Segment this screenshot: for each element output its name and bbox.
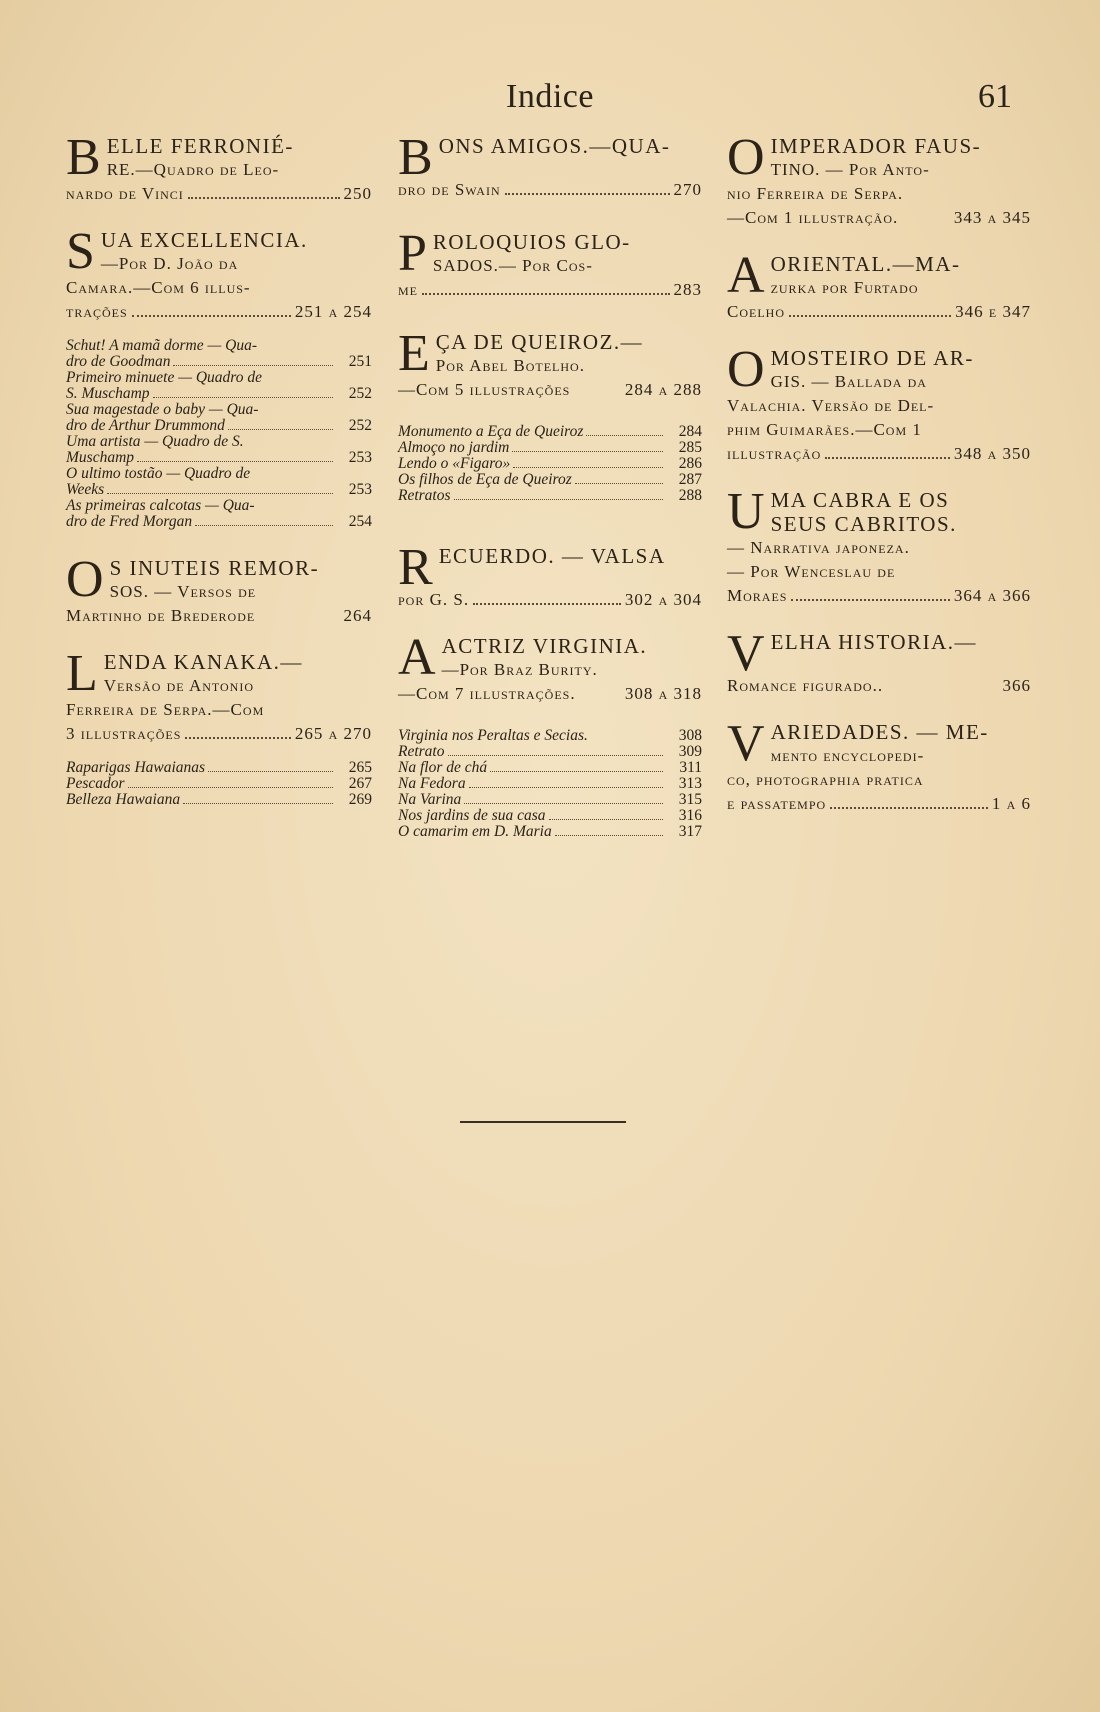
entry-leader-row	[66, 604, 372, 628]
dot-leader	[128, 787, 333, 788]
index-entry	[398, 629, 702, 706]
illustration-title: Monumento a Eça de Queiroz	[398, 423, 584, 440]
page-ref: 346 e 347	[955, 302, 1031, 321]
page-ref: 313	[678, 775, 702, 792]
index-entry	[398, 539, 702, 612]
drop-cap: B	[398, 129, 433, 186]
drop-cap: S	[66, 223, 95, 280]
dot-leader	[448, 755, 664, 756]
illustration-title: Os filhos de Eça de Queiroz	[398, 471, 572, 488]
index-entry	[727, 129, 1031, 230]
dot-leader	[422, 293, 670, 295]
page-ref: 284 a 288	[624, 380, 702, 399]
drop-cap: L	[66, 645, 98, 702]
page-ref: 308 a 318	[624, 684, 702, 703]
illustration-title: Nos jardins de sua casa	[398, 807, 546, 824]
entry-leader-row	[398, 682, 702, 706]
illustration-item	[398, 744, 702, 760]
page-ref: 253	[348, 481, 372, 498]
page-ref: 267	[348, 775, 372, 792]
entry-line: zurka por Furtado	[770, 278, 919, 297]
entry-line: por G. S.	[398, 590, 470, 609]
illustration-title: Raparigas Hawaianas	[66, 759, 206, 776]
dot-leader	[173, 365, 333, 366]
illustration-title: dro de Fred Morgan	[66, 513, 193, 530]
illustration-item	[398, 824, 702, 840]
dot-leader	[469, 787, 663, 788]
illustration-item	[398, 776, 702, 792]
dot-leader	[512, 451, 663, 452]
drop-cap: A	[398, 629, 436, 686]
dot-leader	[153, 397, 333, 398]
entry-title: SEUS CABRITOS.	[770, 512, 957, 536]
illustration-item	[66, 792, 372, 808]
dot-leader	[830, 807, 988, 809]
entry-title: ROLOQUIOS GLO-	[432, 230, 631, 254]
entry-line: dro de Swain	[398, 180, 501, 199]
entry-line: — Narrativa japoneza.	[727, 538, 910, 557]
entry-line: —Por D. João da	[100, 254, 239, 273]
entry-line: nardo de Vinci	[66, 184, 184, 203]
page-ref: 343 a 345	[953, 208, 1031, 227]
entry-title: IMPERADOR FAUS-	[770, 134, 982, 158]
page-ref: 309	[678, 743, 702, 760]
page-ref: 269	[348, 791, 372, 808]
dot-leader	[490, 771, 663, 772]
illustration-item	[66, 418, 372, 434]
page-number: 61	[978, 78, 1012, 115]
illustration-line: O ultimo tostão — Quadro de	[66, 465, 251, 482]
dot-leader	[791, 599, 949, 601]
page-ref: 270	[673, 180, 702, 199]
entry-leader-row	[66, 182, 372, 206]
illustration-item	[398, 472, 702, 488]
page-ref: 286	[678, 455, 702, 472]
dot-leader	[586, 435, 663, 436]
page-ref: 251	[348, 353, 372, 370]
entry-line: Moraes	[727, 586, 788, 605]
dot-leader	[228, 429, 333, 430]
illustration-title: dro de Goodman	[66, 353, 171, 370]
page-title: Indice	[506, 78, 594, 115]
dot-leader	[195, 525, 333, 526]
illustration-item	[398, 440, 702, 456]
illustration-item	[398, 488, 702, 504]
index-entry	[398, 325, 702, 402]
entry-title: MA CABRA E OS	[770, 488, 950, 512]
entry-title: ELHA HISTORIA.—	[770, 630, 978, 654]
dot-leader	[132, 315, 291, 317]
illustration-title: Na Varina	[398, 791, 462, 808]
illustration-item	[66, 514, 372, 530]
page-ref: 250	[343, 184, 372, 203]
page-ref: 265 a 270	[294, 724, 372, 743]
entry-leader-row	[398, 278, 702, 302]
illustration-list	[66, 338, 372, 530]
page-ref: 284	[678, 423, 702, 440]
page-ref: 251 a 254	[294, 302, 372, 321]
closing-rule	[460, 1121, 626, 1123]
illustration-title: S. Muschamp	[66, 385, 150, 402]
entry-title: ENDA KANAKA.—	[103, 650, 303, 674]
entry-leader-row	[398, 178, 702, 202]
entry-line: SOS. — Versos de	[109, 582, 257, 601]
page-ref: 348 a 350	[953, 444, 1031, 463]
entry-leader-row	[398, 378, 702, 402]
entry-title: ACTRIZ VIRGINIA.	[441, 634, 648, 658]
illustration-title: Retrato	[398, 743, 445, 760]
page-ref: 285	[678, 439, 702, 456]
entry-line: —Com 1 illustração.	[727, 208, 899, 227]
page-ref: 311	[679, 759, 702, 776]
illustration-item	[66, 450, 372, 466]
entry-line: —Com 7 illustrações.	[398, 684, 576, 703]
illustration-list	[398, 424, 702, 504]
entry-line: —Com 5 illustrações	[398, 380, 571, 399]
drop-cap: O	[727, 341, 765, 398]
illustration-list	[398, 728, 702, 840]
illustration-item	[66, 776, 372, 792]
illustration-item	[66, 760, 372, 776]
drop-cap: O	[66, 551, 104, 608]
page-ref: 252	[348, 385, 372, 402]
entry-line: nio Ferreira de Serpa.	[727, 184, 904, 203]
entry-line: 3 illustrações	[66, 724, 182, 743]
drop-cap: B	[66, 129, 101, 186]
index-entry	[398, 129, 702, 202]
index-entry	[66, 645, 372, 746]
page-ref: 308	[678, 727, 702, 744]
entry-line: e passatempo	[727, 794, 827, 813]
entry-leader-row	[727, 674, 1031, 698]
entry-title: MOSTEIRO DE AR-	[770, 346, 974, 370]
entry-title: ARIEDADES. — ME-	[770, 720, 989, 744]
illustration-title: Lendo o «Figaro»	[398, 455, 511, 472]
dot-leader	[185, 737, 290, 739]
entry-leader-row	[398, 588, 702, 612]
dot-leader	[473, 603, 621, 605]
illustration-title: Weeks	[66, 481, 105, 498]
entry-leader-row	[727, 442, 1031, 466]
page-ref: 316	[678, 807, 702, 824]
index-entry	[727, 247, 1031, 324]
illustration-item	[66, 482, 372, 498]
entry-title: ECUERDO. — VALSA	[438, 544, 666, 568]
page-ref: 252	[348, 417, 372, 434]
page-ref: 254	[348, 513, 372, 530]
page-ref: 1 a 6	[991, 794, 1031, 813]
entry-line: RE.—Quadro de Leo-	[106, 160, 280, 179]
illustration-item	[66, 354, 372, 370]
entry-line: Ferreira de Serpa.—Com	[66, 700, 265, 719]
entry-line: illustração	[727, 444, 822, 463]
index-entry	[727, 483, 1031, 608]
entry-line: — Por Wenceslau de	[727, 562, 896, 581]
page-ref: 264	[343, 606, 372, 625]
entry-leader-row	[727, 792, 1031, 816]
illustration-item	[398, 456, 702, 472]
illustration-line: Primeiro minuete — Quadro de	[66, 369, 263, 386]
index-entry	[66, 223, 372, 324]
illustration-title: Na Fedora	[398, 775, 466, 792]
dot-leader	[513, 467, 663, 468]
page-ref: 366	[1002, 676, 1031, 695]
entry-leader-row	[727, 206, 1031, 230]
illustration-title: dro de Arthur Drummond	[66, 417, 225, 434]
illustration-item	[66, 386, 372, 402]
illustration-item	[398, 808, 702, 824]
dot-leader	[549, 819, 663, 820]
page-ref: 364 a 366	[953, 586, 1031, 605]
illustration-title: Virginia nos Peraltas e Secias.	[398, 727, 588, 744]
illustration-title: Pescador	[66, 775, 125, 792]
illustration-item	[398, 728, 702, 744]
page-ref: 253	[348, 449, 372, 466]
dot-leader	[825, 457, 949, 459]
index-entry	[727, 341, 1031, 466]
dot-leader	[575, 483, 663, 484]
illustration-title: O camarim em D. Maria	[398, 823, 552, 840]
drop-cap: O	[727, 129, 765, 186]
entry-line: —Por Braz Burity.	[441, 660, 598, 679]
illustration-item	[398, 760, 702, 776]
dot-leader	[107, 493, 333, 494]
index-entry	[398, 225, 702, 302]
entry-line: Romance figurado..	[727, 676, 884, 695]
entry-line: trações	[66, 302, 128, 321]
dot-leader	[183, 803, 333, 804]
illustration-line: Schut! A mamã dorme — Qua-	[66, 337, 258, 354]
page-ref: 288	[678, 487, 702, 504]
entry-title: ELLE FERRONIÉ-	[106, 134, 294, 158]
drop-cap: E	[398, 325, 430, 382]
entry-title: UA EXCELLENCIA.	[100, 228, 308, 252]
dot-leader	[454, 499, 663, 500]
entry-title: ÇA DE QUEIROZ.—	[435, 330, 644, 354]
entry-line: Versão de Antonio	[103, 676, 254, 695]
dot-leader	[555, 835, 663, 836]
dot-leader	[789, 315, 951, 317]
drop-cap: P	[398, 225, 427, 282]
illustration-title: Retratos	[398, 487, 451, 504]
entry-line: Coelho	[727, 302, 785, 321]
illustration-list	[66, 760, 372, 808]
drop-cap: R	[398, 539, 433, 596]
drop-cap: V	[727, 625, 765, 682]
index-column-3	[727, 129, 1031, 838]
index-entry	[66, 551, 372, 628]
entry-leader-row	[727, 584, 1031, 608]
entry-line: phim Guimarães.—Com 1	[727, 420, 922, 439]
drop-cap: A	[727, 247, 765, 304]
dot-leader	[137, 461, 333, 462]
drop-cap: U	[727, 483, 765, 540]
page-ref: 317	[678, 823, 702, 840]
illustration-line: As primeiras calcotas — Qua-	[66, 497, 255, 514]
entry-line: me	[398, 280, 418, 299]
entry-leader-row	[66, 300, 372, 324]
dot-leader	[188, 197, 340, 199]
dot-leader	[505, 193, 670, 195]
entry-line: SADOS.— Por Cos-	[432, 256, 593, 275]
index-column-1	[66, 129, 372, 834]
index-entry	[66, 129, 372, 206]
entry-leader-row	[727, 300, 1031, 324]
page-ref: 302 a 304	[624, 590, 702, 609]
entry-line: mento encyclopedi-	[770, 746, 925, 765]
illustration-title: Na flor de chá	[398, 759, 488, 776]
illustration-title: Almoço no jardim	[398, 439, 510, 456]
illustration-line: Uma artista — Quadro de S.	[66, 433, 244, 450]
entry-title: ONS AMIGOS.—QUA-	[438, 134, 671, 158]
page-ref: 287	[678, 471, 702, 488]
index-entry	[727, 625, 1031, 698]
drop-cap: V	[727, 715, 765, 772]
illustration-item	[398, 792, 702, 808]
entry-line: Martinho de Brederode	[66, 606, 256, 625]
entry-line: Camara.—Com 6 illus-	[66, 278, 251, 297]
entry-line: Por Abel Botelho.	[435, 356, 585, 375]
page-ref: 265	[348, 759, 372, 776]
entry-leader-row	[66, 722, 372, 746]
entry-line: co, photographia pratica	[727, 770, 924, 789]
illustration-title: Belleza Hawaiana	[66, 791, 181, 808]
entry-title: ORIENTAL.—MA-	[770, 252, 961, 276]
index-column-2	[398, 129, 702, 866]
entry-line: Valachia. Versão de Del-	[727, 396, 935, 415]
entry-title: S INUTEIS REMOR-	[109, 556, 320, 580]
entry-line: TINO. — Por Anto-	[770, 160, 930, 179]
entry-line: GIS. — Ballada da	[770, 372, 927, 391]
dot-leader	[464, 803, 663, 804]
illustration-title: Muschamp	[66, 449, 135, 466]
index-entry	[727, 715, 1031, 816]
page-ref: 283	[673, 280, 702, 299]
illustration-line: Sua magestade o baby — Qua-	[66, 401, 259, 418]
illustration-item	[398, 424, 702, 440]
dot-leader	[208, 771, 333, 772]
page-ref: 315	[678, 791, 702, 808]
